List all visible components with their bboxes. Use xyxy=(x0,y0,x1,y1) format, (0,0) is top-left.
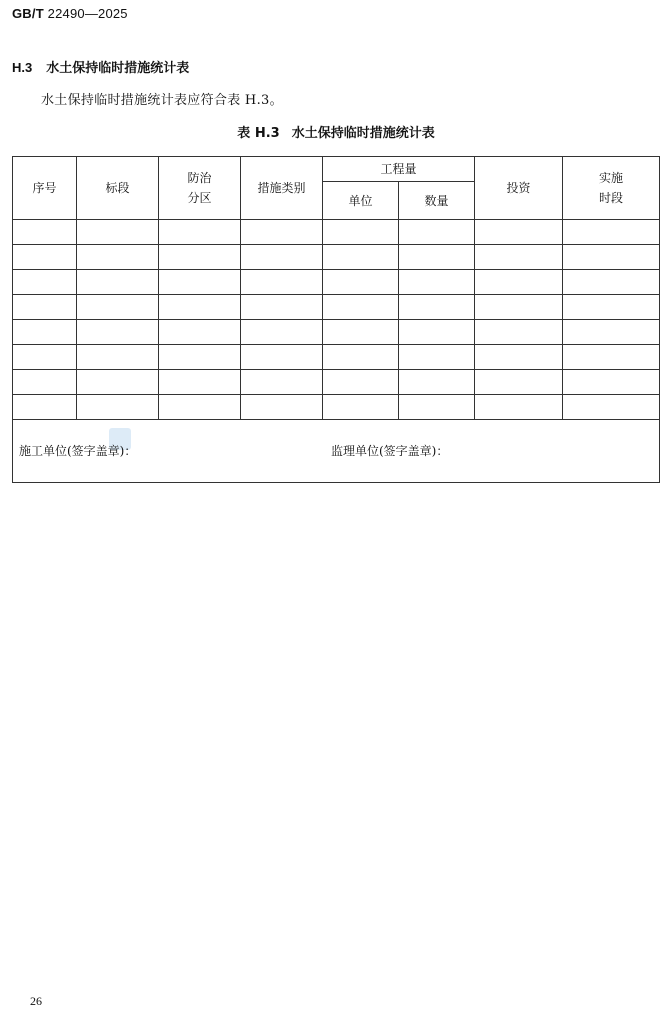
table-header-row xyxy=(13,157,660,182)
table-cell xyxy=(563,245,660,270)
table-cell xyxy=(241,320,323,345)
table-cell xyxy=(241,370,323,395)
table-cell xyxy=(159,220,241,245)
table-cell xyxy=(475,270,563,295)
header-quantity-group: 工程量 xyxy=(323,157,475,182)
table-row xyxy=(13,270,660,295)
table-cell xyxy=(399,345,475,370)
table-cell xyxy=(323,295,399,320)
table-cell xyxy=(399,220,475,245)
table-cell xyxy=(475,395,563,420)
table-caption-title: 水土保持临时措施统计表 xyxy=(291,126,435,141)
header-seq: 序号 xyxy=(13,157,77,220)
table-cell xyxy=(323,220,399,245)
section-number: H.3 xyxy=(12,60,33,75)
table-cell xyxy=(563,395,660,420)
table-cell xyxy=(475,320,563,345)
table-cell xyxy=(241,220,323,245)
table-cell xyxy=(399,295,475,320)
header-investment: 投资 xyxy=(475,157,563,220)
table-cell xyxy=(323,270,399,295)
table-cell xyxy=(77,370,159,395)
table-cell xyxy=(77,320,159,345)
table-cell xyxy=(399,395,475,420)
table-cell xyxy=(475,220,563,245)
header-zone xyxy=(159,157,241,220)
table-cell xyxy=(77,345,159,370)
table-cell xyxy=(475,245,563,270)
table-cell xyxy=(475,345,563,370)
table-row xyxy=(13,245,660,270)
table-cell xyxy=(13,220,77,245)
table-cell xyxy=(77,270,159,295)
table-cell xyxy=(563,345,660,370)
standard-number: 22490—2025 xyxy=(47,6,128,21)
table-cell xyxy=(323,345,399,370)
table-cell xyxy=(159,370,241,395)
header-amount: 数量 xyxy=(399,182,475,220)
table-cell xyxy=(13,295,77,320)
section-title: 水土保持临时措施统计表 xyxy=(46,61,190,76)
header-zone-line1: 防治 xyxy=(187,171,212,185)
standard-prefix: GB/T xyxy=(12,6,44,21)
table-caption xyxy=(0,122,672,141)
signature-row xyxy=(13,420,660,483)
header-unit: 单位 xyxy=(323,182,399,220)
table-cell xyxy=(159,395,241,420)
table-cell xyxy=(399,320,475,345)
table-cell xyxy=(323,395,399,420)
table-cell xyxy=(241,245,323,270)
table-caption-number: 表 H.3 xyxy=(237,126,280,141)
table-cell xyxy=(241,345,323,370)
table-cell xyxy=(159,295,241,320)
statistics-table xyxy=(12,156,660,483)
table-row xyxy=(13,345,660,370)
table-cell xyxy=(159,270,241,295)
table-row xyxy=(13,370,660,395)
header-period-line1: 实施 xyxy=(599,171,624,185)
section-heading xyxy=(12,57,189,76)
table-cell xyxy=(475,295,563,320)
supervision-unit-signature: 监理单位(签字盖章)： xyxy=(331,444,449,458)
standard-header xyxy=(12,6,128,21)
table-cell xyxy=(399,245,475,270)
table-cell xyxy=(241,295,323,320)
body-paragraph: 水土保持临时措施统计表应符合表 H.3。 xyxy=(41,93,283,108)
table-cell xyxy=(77,220,159,245)
table-cell xyxy=(563,320,660,345)
table-cell xyxy=(399,370,475,395)
construction-unit-signature: 施工单位(签字盖章)： xyxy=(19,444,137,458)
header-measure-type: 措施类别 xyxy=(241,157,323,220)
header-section: 标段 xyxy=(77,157,159,220)
table-cell xyxy=(323,370,399,395)
table-cell xyxy=(475,370,563,395)
table-cell xyxy=(13,245,77,270)
table-row xyxy=(13,395,660,420)
table-cell xyxy=(13,370,77,395)
table-cell xyxy=(159,345,241,370)
table-cell xyxy=(159,320,241,345)
table-row xyxy=(13,320,660,345)
table-cell xyxy=(77,245,159,270)
table-row xyxy=(13,220,660,245)
table-cell xyxy=(241,270,323,295)
table-cell xyxy=(563,295,660,320)
table-row xyxy=(13,295,660,320)
header-period xyxy=(563,157,660,220)
signature-area xyxy=(13,420,659,482)
table-cell xyxy=(13,320,77,345)
table-cell xyxy=(159,245,241,270)
header-period-line2: 时段 xyxy=(599,191,624,205)
table-cell xyxy=(241,395,323,420)
table-cell xyxy=(323,245,399,270)
table-cell xyxy=(77,295,159,320)
table-cell xyxy=(563,370,660,395)
table-cell xyxy=(13,270,77,295)
table-cell xyxy=(399,270,475,295)
table-cell xyxy=(13,395,77,420)
table-cell xyxy=(563,270,660,295)
table-cell xyxy=(563,220,660,245)
signature-cell xyxy=(13,420,660,483)
page-number: 26 xyxy=(30,994,42,1008)
table-cell xyxy=(13,345,77,370)
header-zone-line2: 分区 xyxy=(187,191,212,205)
table-cell xyxy=(77,395,159,420)
table-cell xyxy=(323,320,399,345)
